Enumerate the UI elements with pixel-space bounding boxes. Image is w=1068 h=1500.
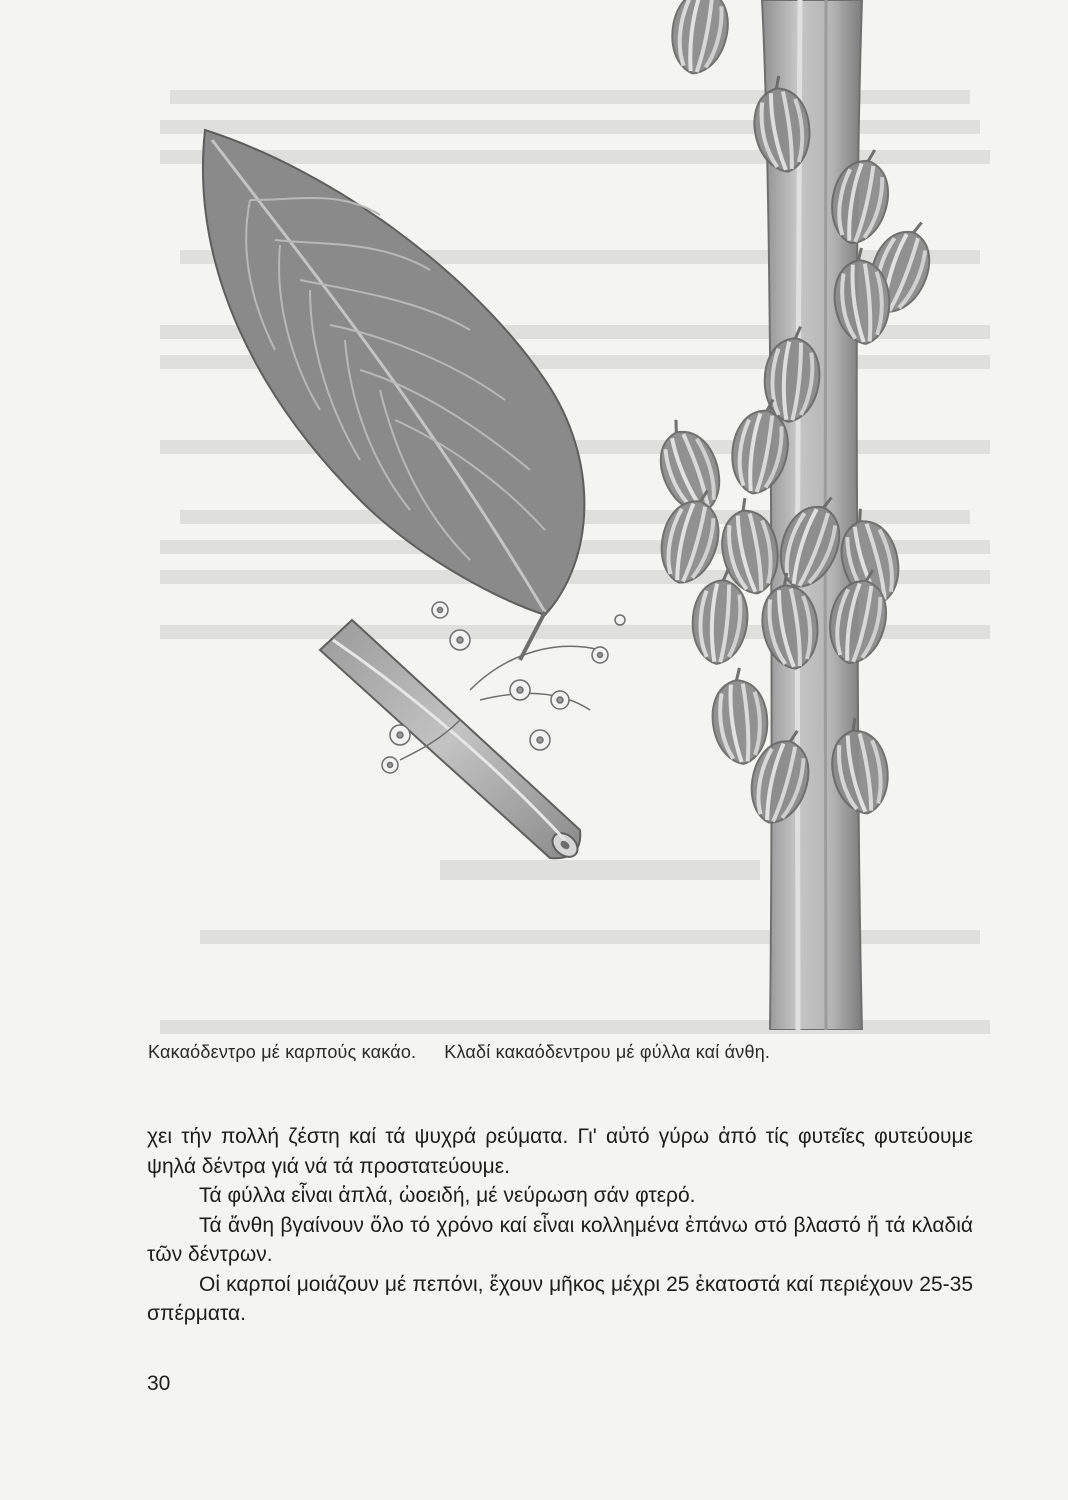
paragraph: χει τήν πολλή ζέστη καί τά ψυχρά ρεύματα. Γι' αὐτό γύρω ἀπό τίς φυτεῖες φυτεύουμε ψηλά δέντρα γιά νά τά προστατεύουμε. [147, 1125, 973, 1178]
paragraph: Τά φύλλα εἶναι ἁπλά, ὠοειδή, μέ νεύρωση σάν φτερό. [199, 1184, 696, 1207]
figure-caption [148, 1042, 948, 1063]
caption-tree: Κακαόδεντρο μέ καρπούς κακάο. [148, 1042, 417, 1062]
cocoa-leaf [203, 130, 584, 660]
caption-branch: Κλαδί κακαόδεντρου μέ φύλλα καί άνθη. [444, 1042, 771, 1062]
page-number: 30 [147, 1372, 171, 1395]
body-text [147, 1122, 973, 1329]
paragraph: Οἱ καρποί μοιάζουν μέ πεπόνι, ἔχουν μῆκος μέχρι 25 ἑκατοστά καί περιέχουν 25-35 σπέρματα. [147, 1272, 973, 1325]
paragraph: Τά ἄνθη βγαίνουν ὅλο τό χρόνο καί εἶναι κολλημένα ἐπάνω στό βλαστό ἤ τά κλαδιά τῶν δέντρων. [147, 1213, 973, 1266]
